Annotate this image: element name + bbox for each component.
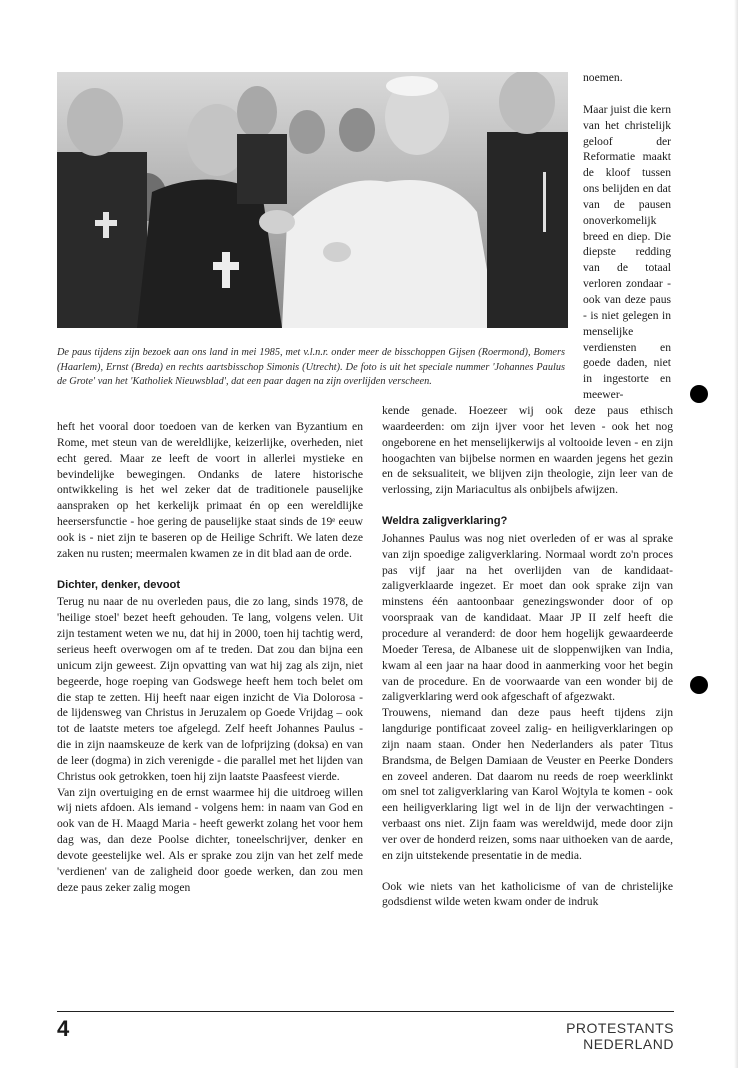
section-heading-zaligverklaring: Weldra zaligverklaring? <box>382 515 508 528</box>
page-edge-shadow <box>734 0 738 1068</box>
right-paragraph-1: kende genade. Hoezeer wij ook deze paus ethisch waardeerden: om zijn ijver voor het leven - ook het nog ongeborene en het menselijkerwijs al voltooide leven - en zijn hoogachten van bijbelse normen en waarden jegens het gezin en de seksualiteit, we blijven zijn theologie, zijn leer van de verlossing, zijn Mariacultus als onbijbels afwijzen. <box>382 404 673 497</box>
left-column <box>57 419 363 895</box>
paragraph-gap <box>382 864 673 879</box>
margin-dot-marker <box>690 385 708 403</box>
pope-visit-photo <box>57 72 568 328</box>
left-paragraph-3: Van zijn overtuiging en de ernst waarmee hij die uitdroeg willen wij niets afdoen. Als iemand - volgens hem: in naam van God en ook van de H. Maagd Maria - heeft gewerkt zolang het voor hem dag was, dan deze Poolse dichter, toneelschrijver, denker en devote geestelijke wel. Als er sprake zou zijn van het zelf mede 'verdienen' van de zaligheid door goede werken, dan zou men deze paus zeker zalig mogen <box>57 785 363 894</box>
right-column <box>382 403 673 910</box>
right-paragraph-4: Ook wie niets van het katholicisme of van de christelijke godsdienst wilde weten kwam onder de indruk <box>382 879 673 909</box>
photo-caption <box>57 346 565 390</box>
magazine-name: PROTESTANTS NEDERLAND <box>566 1020 674 1052</box>
margin-dot-marker <box>690 676 708 694</box>
left-paragraph-1: heft het vooral door toedoen van de kerken van Byzantium en Rome, met steun van de wereldlijke, keizerlijke, overheden, niet echt gered. Maar ze leeft de voort in allerlei mystieke en bevindelijke bewegingen. Ondanks de latere historische ontwikkeling is het wel zeker dat de traditionele pauselijke aanspraken op het kerkelijk primaat én op een wereldlijke heersersfunctie - hoe gering de pauselijke staat sinds de 19ᵉ eeuw ook is - niet zijn te baseren op de Heilige Schrift. We laten deze zaken nu rusten; meermalen kwamen ze in dit blad aan de orde. <box>57 420 363 560</box>
narrow-column-paragraph: Maar juist die kern van het christelijk geloof der Reformatie maakt de kloof tussen ons belijden en dat van de pausen onoverkomelijk breed en diep. Die diepste redding van de totaal verloren zondaar - ook van deze paus - is niet gelegen in menselijke verdiensten en goede daden, niet in ingestorte en meewer- <box>583 102 671 402</box>
caption-text: De paus tijdens zijn bezoek aan ons land in mei 1985, met v.l.n.r. onder meer de bisschoppen Gijsen (Roermond), Bomers (Haarlem), Ernst (Breda) en rechts aartsbisschop Simonis (Utrecht). De foto is uit het speciale nummer 'Johannes Paulus de Grote' van het 'Katholiek Nieuwsblad', dat een paar dagen na zijn overlijden verscheen. <box>57 347 565 388</box>
narrow-column <box>583 70 671 403</box>
right-paragraph-3: Trouwens, niemand dan deze paus heeft tijdens zijn langdurige pontificaat zoveel zalig- en heiligverklaringen op zijn naam staan. Onder hen Nederlanders als pater Titus Brandsma, de Belgen Damiaan de Veuster en Peerke Donders en zoveel anderen. Dat daarom nu reeds de roep weerklinkt om snel tot zaligverklaring van Karol Wojtyla te komen - ook een heiligverklaring ligt wel in de lijn der verwachtingen - verbaast ons niet. Zijn faam was wereldwijd, mede door zijn ver over de honderd reizen, soms naar uithoeken van de aarde, en zijn uitstekende presentatie in de media. <box>382 706 673 862</box>
narrow-column-intro: noemen. <box>583 71 623 84</box>
right-paragraph-2: Johannes Paulus was nog niet overleden of er was al sprake van zijn spoedige zaligverklaring. Normaal wordt zo'n proces pas vijf jaar na het overlijden van de kandidaat-zaligverklaarde ingezet. Er moet dan ook sprake zijn van minstens één aantoonbaar genezingswonder door of op voorspraak van de kandidaat. Maar JP II zelf heeft die procedure al veranderd: de door hem hogelijk gewaardeerde Moeder Teresa, de Albanese uit de sloppenwijken van India, kwam al een jaar na haar dood in aanmerking voor het begin van de procedure. En de voorwaarde van een wonder bij de zaligverklaring werd ook afgeschaft of afgezwakt. <box>382 531 673 704</box>
page-number: 4 <box>57 1016 70 1041</box>
footer-rule <box>57 1011 674 1012</box>
section-heading-dichter: Dichter, denker, devoot <box>57 578 181 591</box>
left-paragraph-2: Terug nu naar de nu overleden paus, die zo lang, sinds 1978, de 'heilige stoel' bezet heeft gehouden. Te lang, volgens velen. Uit zijn testament weten we nu, dat hij in 2000, toen hij tachtig werd, serieus heeft overwogen om af te treden. Dat zou dan bijna een unicum zijn geweest. Zijn opvatting van wat hij zag als zijn, niet begeerde, hoge roeping van Godswege heeft hem toch belet om die stap te zetten. Hij heeft naar eigen inzicht de Via Dolorosa - de lijdensweg van Christus in Jeruzalem op Goede Vrijdag – ook tot de laatste meters toe afgelegd. Zelf heeft Johannes Paulus - die in zijn naamskeuze de kerk van de lofprijzing (doksa) en van de leer (dogma) in zich verenigde - die parallel met het lijden van Christus ook getrokken, toen hij zijn laatste Paasfeest vierde. <box>57 595 363 783</box>
